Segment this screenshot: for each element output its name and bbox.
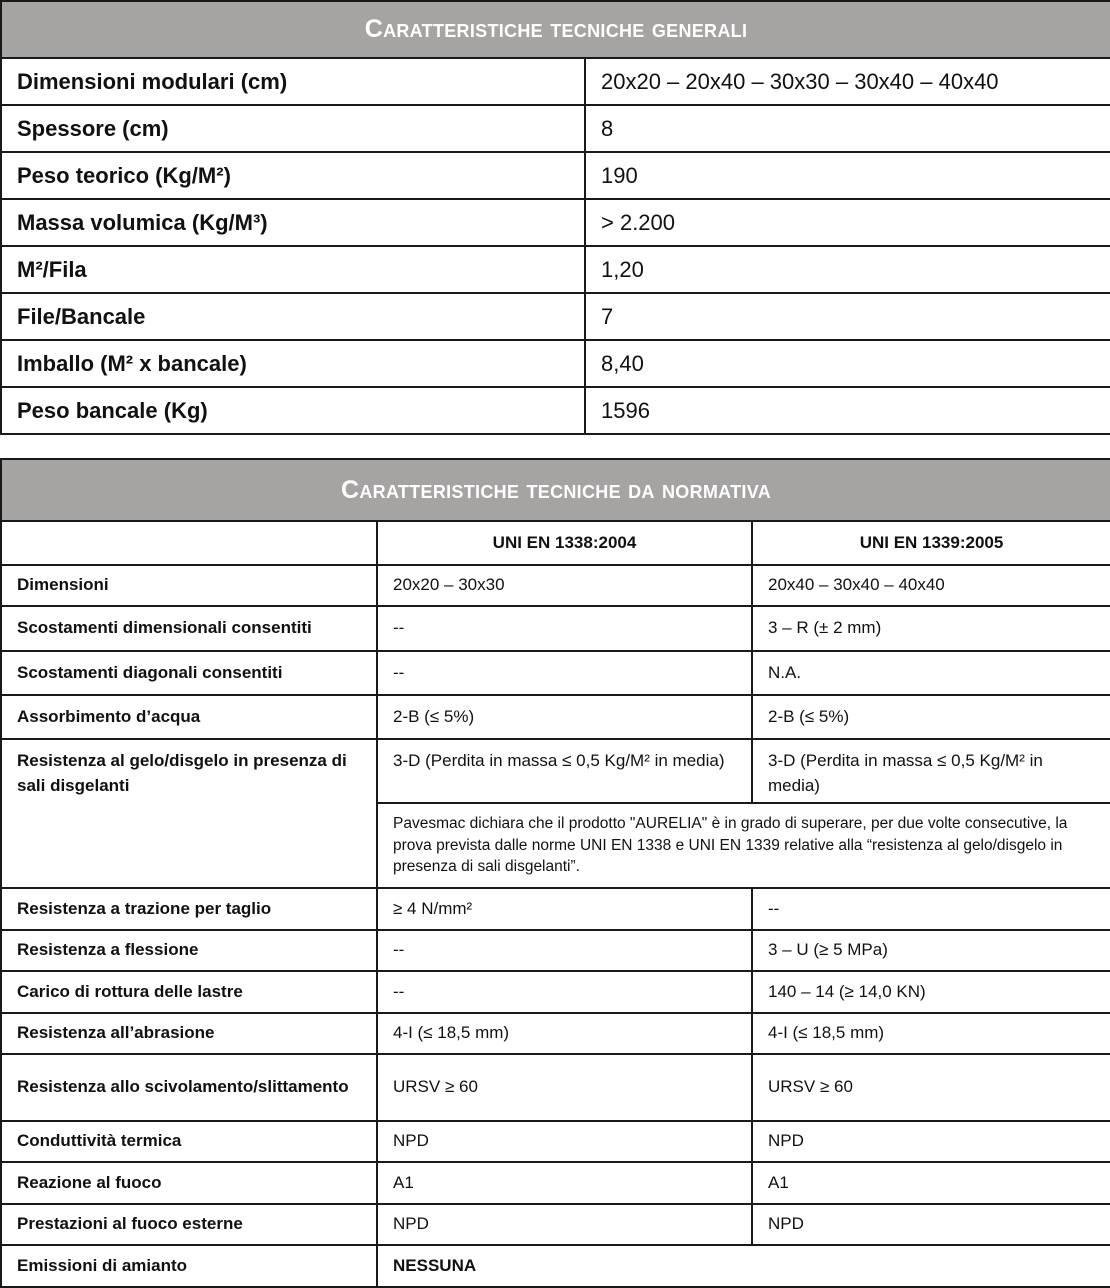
row-label: Resistenza allo scivolamento/slittamento <box>1 1054 377 1121</box>
column-header-en1339: UNI EN 1339:2005 <box>752 521 1110 565</box>
general-specs-table <box>0 0 1110 435</box>
cell-en1339: NPD <box>752 1204 1110 1245</box>
cell-en1338: -- <box>377 651 752 695</box>
row-label: Carico di rottura delle lastre <box>1 971 377 1013</box>
normative-specs-title: Caratteristiche tecniche da normativa <box>1 459 1110 521</box>
normative-specs-table <box>0 458 1110 1288</box>
frost-note: Pavesmac dichiara che il prodotto "AURELIA" è in grado di superare, per due volte consecutive, la prova prevista dalle norme UNI EN 1338 e UNI EN 1339 relative alla “resistenza al gelo/disgelo in presenza di sali disgelanti”. <box>377 803 1110 888</box>
row-value: 20x20 – 20x40 – 30x30 – 30x40 – 40x40 <box>585 58 1110 105</box>
row-label: Prestazioni al fuoco esterne <box>1 1204 377 1245</box>
cell-en1338: A1 <box>377 1162 752 1204</box>
cell-en1339: 4-I (≤ 18,5 mm) <box>752 1013 1110 1054</box>
row-label: File/Bancale <box>1 293 585 340</box>
cell-en1339: URSV ≥ 60 <box>752 1054 1110 1121</box>
table-row <box>1 565 1110 606</box>
cell-en1338: 20x20 – 30x30 <box>377 565 752 606</box>
column-header-empty <box>1 521 377 565</box>
row-label: Peso bancale (Kg) <box>1 387 585 434</box>
table-row <box>1 58 1110 105</box>
table-row <box>1 152 1110 199</box>
row-label: Conduttività termica <box>1 1121 377 1162</box>
table-row <box>1 651 1110 695</box>
row-value: > 2.200 <box>585 199 1110 246</box>
row-label: Spessore (cm) <box>1 105 585 152</box>
row-label: Scostamenti diagonali consentiti <box>1 651 377 695</box>
table-row <box>1 105 1110 152</box>
cell-en1339: 3 – R (± 2 mm) <box>752 606 1110 651</box>
row-label: Peso teorico (Kg/M²) <box>1 152 585 199</box>
cell-en1339: 3-D (Perdita in massa ≤ 0,5 Kg/M² in media) <box>752 739 1110 803</box>
cell-en1339: NPD <box>752 1121 1110 1162</box>
cell-en1338: 2-B (≤ 5%) <box>377 695 752 739</box>
table-row <box>1 739 1110 803</box>
table-row <box>1 606 1110 651</box>
cell-en1338: 3-D (Perdita in massa ≤ 0,5 Kg/M² in media) <box>377 739 752 803</box>
cell-en1338: URSV ≥ 60 <box>377 1054 752 1121</box>
column-header-row <box>1 521 1110 565</box>
table-row <box>1 1204 1110 1245</box>
asbestos-value: NESSUNA <box>377 1245 1110 1287</box>
table-row <box>1 199 1110 246</box>
table-row <box>1 695 1110 739</box>
row-label: Resistenza all’abrasione <box>1 1013 377 1054</box>
row-label: M²/Fila <box>1 246 585 293</box>
cell-en1338: 4-I (≤ 18,5 mm) <box>377 1013 752 1054</box>
cell-en1339: -- <box>752 888 1110 930</box>
table-row <box>1 1162 1110 1204</box>
row-value: 8 <box>585 105 1110 152</box>
cell-en1338: -- <box>377 606 752 651</box>
table-row <box>1 1054 1110 1121</box>
row-label: Reazione al fuoco <box>1 1162 377 1204</box>
row-label: Resistenza a trazione per taglio <box>1 888 377 930</box>
column-header-en1338: UNI EN 1338:2004 <box>377 521 752 565</box>
row-label: Imballo (M² x bancale) <box>1 340 585 387</box>
row-label: Resistenza a flessione <box>1 930 377 971</box>
table-row <box>1 1245 1110 1287</box>
table-row <box>1 340 1110 387</box>
cell-en1339: 20x40 – 30x40 – 40x40 <box>752 565 1110 606</box>
table-row <box>1 971 1110 1013</box>
cell-en1338: ≥ 4 N/mm² <box>377 888 752 930</box>
row-label: Resistenza al gelo/disgelo in presenza di sali disgelanti <box>1 739 377 888</box>
table-row <box>1 1013 1110 1054</box>
table-row <box>1 293 1110 340</box>
table-row <box>1 387 1110 434</box>
cell-en1338: NPD <box>377 1204 752 1245</box>
row-value: 1,20 <box>585 246 1110 293</box>
row-label: Massa volumica (Kg/M³) <box>1 199 585 246</box>
row-label: Dimensioni modulari (cm) <box>1 58 585 105</box>
cell-en1339: 3 – U (≥ 5 MPa) <box>752 930 1110 971</box>
row-value: 7 <box>585 293 1110 340</box>
cell-en1339: N.A. <box>752 651 1110 695</box>
row-label: Assorbimento d’acqua <box>1 695 377 739</box>
row-value: 1596 <box>585 387 1110 434</box>
cell-en1338: -- <box>377 971 752 1013</box>
table-row <box>1 246 1110 293</box>
cell-en1339: 140 – 14 (≥ 14,0 KN) <box>752 971 1110 1013</box>
row-label: Dimensioni <box>1 565 377 606</box>
row-label: Scostamenti dimensionali consentiti <box>1 606 377 651</box>
cell-en1338: NPD <box>377 1121 752 1162</box>
table-row <box>1 1121 1110 1162</box>
cell-en1339: A1 <box>752 1162 1110 1204</box>
table-row <box>1 930 1110 971</box>
cell-en1338: -- <box>377 930 752 971</box>
general-specs-title: Caratteristiche tecniche generali <box>1 1 1110 58</box>
row-label: Emissioni di amianto <box>1 1245 377 1287</box>
cell-en1339: 2-B (≤ 5%) <box>752 695 1110 739</box>
table-row <box>1 888 1110 930</box>
row-value: 190 <box>585 152 1110 199</box>
row-value: 8,40 <box>585 340 1110 387</box>
